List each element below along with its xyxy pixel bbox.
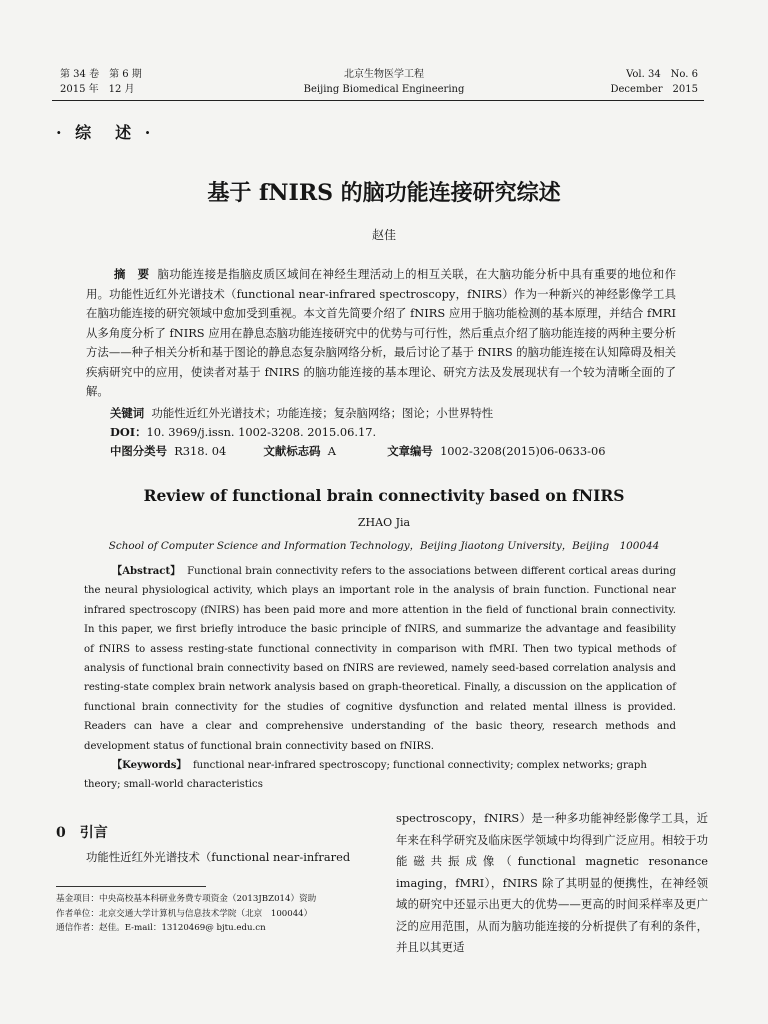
affiliation-en: School of Computer Science and Information Technology，Beijing Jiaotong University，Beijing 100044 — [108, 540, 660, 552]
abstract-label-en: 【Abstract】 — [112, 566, 181, 577]
keywords-label-cn: 关键词 — [110, 406, 145, 420]
footnote-fund: 基金项目：中央高校基本科研业务费专项资金（2013JBZ014）资助 — [56, 894, 317, 904]
abstract-label-cn: 摘 要 — [114, 267, 150, 281]
keywords-cn — [110, 404, 493, 422]
article-no-label: 文章编号 — [387, 444, 433, 458]
keywords-text-en: functional near-infrared spectroscopy; functional connectivity; complex networks; graph theory; small-world characteristics — [84, 760, 647, 791]
article-no-value: 1002-3208(2015)06-0633-06 — [440, 444, 606, 458]
doc-code-label: 文献标志码 — [263, 444, 321, 458]
classification-line — [110, 442, 605, 460]
doi-value: 10. 3969/j.issn. 1002-3208. 2015.06.17. — [146, 425, 377, 439]
header-rule — [52, 100, 704, 101]
keywords-label-en: 【Keywords】 — [112, 760, 187, 771]
author-en: ZHAO Jia — [357, 516, 411, 529]
section-number: 0 — [56, 825, 66, 841]
year-month-en: December 2015 — [610, 84, 698, 95]
intro-text-left: 功能性近红外光谱技术（functional near-infrared — [86, 850, 351, 864]
volume-issue-en: Vol. 34 No. 6 — [626, 69, 698, 80]
clc-label: 中图分类号 — [110, 444, 167, 458]
footnote — [56, 892, 356, 936]
volume-issue-cn: 第 34 卷 第 6 期 — [60, 69, 142, 80]
section-heading-intro — [56, 822, 122, 842]
footnote-contact: 通信作者：赵佳。E-mail：13120469@ bjtu.edu.cn — [56, 923, 266, 933]
paper-title-cn: 基于 fNIRS 的脑功能连接研究综述 — [207, 180, 561, 206]
abstract-text-cn: 脑功能连接是指脑皮质区域间在神经生理活动上的相互关联，在大脑功能分析中具有重要的地位和作用。功能性近红外光谱技术（functional near-infrared spectroscopy，fNIRS）作为一种新兴的神经影像学工具在脑功能连接的研究领域中愈加受到重视。本文首先简要介绍了 fNIRS 应用于脑功能检测的基本原理，并结合 fMRI 从多角度分析了 fNIRS 应用在静息态脑功能连接研究中的优势与可行性，然后重点介绍了脑功能连接的两种主要分析方法——种子相关分析和基于图论的静息态复杂脑网络分析，最后讨论了基于 fNIRS 的脑功能连接在认知障碍及相关疾病研究中的应用，使读者对基于 fNIRS 的脑功能连接的基本理论、研究方法及发展现状有一个较为清晰全面的了解。 — [86, 267, 676, 398]
doi-label: DOI： — [110, 425, 147, 439]
footnote-rule — [56, 886, 206, 887]
clc-value: R318. 04 — [174, 444, 227, 458]
abstract-cn — [86, 265, 676, 402]
keywords-en — [84, 756, 676, 795]
paper-title-en: Review of functional brain connectivity based on fNIRS — [143, 486, 625, 505]
doi-line — [110, 423, 376, 441]
section-title: 引言 — [79, 825, 108, 841]
keywords-text-cn: 功能性近红外光谱技术；功能连接；复杂脑网络；图论；小世界特性 — [151, 406, 494, 420]
journal-volume-issue-en — [611, 67, 699, 97]
journal-name-en: Beijing Biomedical Engineering — [303, 84, 465, 95]
doc-code-value: A — [327, 444, 336, 458]
year-month-cn: 2015 年 12 月 — [60, 84, 135, 95]
intro-text-right: spectroscopy，fNIRS）是一种多功能神经影像学工具，近年来在科学研究及临床医学领域中均得到广泛应用。相较于功能磁共振成像（functional magnetic resonance imaging，fMRI），fNIRS 除了其明显的便携性，在神经领域的研究中还显示出更大的优势——更高的时间采样率及更广泛的应用范围，从而为脑功能连接的分析提供了有利的条件，并且以其更适 — [396, 811, 708, 954]
footnote-unit: 作者单位：北京交通大学计算机与信息技术学院（北京 100044） — [56, 908, 313, 919]
author-cn: 赵佳 — [371, 228, 396, 242]
abstract-en — [84, 562, 676, 756]
journal-name-cn: 北京生物医学工程 — [344, 69, 424, 80]
abstract-text-en: Functional brain connectivity refers to the associations between different cortical areas during the neural physiological activity, which plays an important role in the analysis of brain function. Functional near infrared spectroscopy (fNIRS) has been paid more and more attention in the field of functional brain connectivity. In this paper, we first briefly introduce the basic principle of fNIRS, and summarize the advantage and feasibility of fNIRS to assess resting-state functional connectivity in comparison with fMRI. Then two typical methods of analysis of functional brain connectivity based on fNIRS are reviewed, namely seed-based correlation analysis and resting-state complex brain network analysis based on graph-theoretical. Finally, a discussion on the application of functional brain connectivity for the studies of cognitive dysfunction and related mental illness is provided. Readers can have a clear and comprehensive understanding of the basic theory, research methods and development status of functional brain connectivity based on fNIRS. — [84, 566, 677, 752]
section-label: · 综 述 · — [56, 123, 155, 142]
